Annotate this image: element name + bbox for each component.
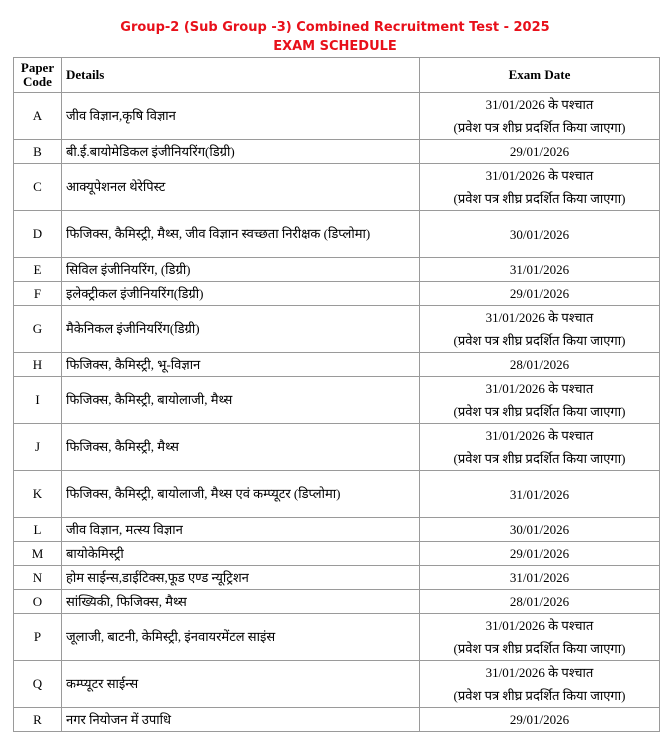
exam-date-cell	[420, 708, 660, 732]
document-title: Group-2 (Sub Group -3) Combined Recruitment Test - 2025	[120, 20, 550, 35]
admit-card-note: (प्रवेश पत्र शीघ्र प्रदर्शित किया जाएगा)	[453, 451, 626, 466]
details-cell: जीव विज्ञान, मत्स्य विज्ञान	[62, 518, 420, 542]
exam-date-text: 31/01/2026 के पश्चात	[485, 168, 594, 183]
exam-date-cell	[420, 164, 660, 211]
exam-date-text: 31/01/2026 के पश्चात	[485, 310, 594, 325]
exam-date-cell	[420, 140, 660, 164]
paper-code-cell: G	[14, 306, 62, 353]
column-header-details: Details	[62, 58, 420, 93]
table-row	[14, 377, 660, 424]
details-cell: सिविल इंजीनियरिंग, (डिग्री)	[62, 258, 420, 282]
table-row	[14, 353, 660, 377]
exam-date-text: 31/01/2026	[509, 262, 570, 277]
paper-code-cell: C	[14, 164, 62, 211]
exam-date-text: 30/01/2026	[509, 522, 570, 537]
exam-date-cell	[420, 306, 660, 353]
admit-card-note: (प्रवेश पत्र शीघ्र प्रदर्शित किया जाएगा)	[453, 120, 626, 135]
exam-date-text: 29/01/2026	[509, 144, 570, 159]
exam-date-cell	[420, 518, 660, 542]
column-header-code-line2: Code	[23, 74, 52, 89]
exam-date-text: 29/01/2026	[509, 546, 570, 561]
table-row	[14, 424, 660, 471]
document-subtitle: EXAM SCHEDULE	[273, 39, 397, 54]
table-row	[14, 542, 660, 566]
details-cell: आक्यूपेशनल थेरेपिस्ट	[62, 164, 420, 211]
exam-date-text: 31/01/2026 के पश्चात	[485, 97, 594, 112]
document-header	[0, 18, 670, 56]
exam-date-text: 31/01/2026 के पश्चात	[485, 428, 594, 443]
paper-code-cell: R	[14, 708, 62, 732]
table-row	[14, 471, 660, 518]
table-row	[14, 708, 660, 732]
details-cell: मैकेनिकल इंजीनियरिंग(डिग्री)	[62, 306, 420, 353]
table-row	[14, 590, 660, 614]
paper-code-cell: J	[14, 424, 62, 471]
exam-date-cell	[420, 258, 660, 282]
paper-code-cell: B	[14, 140, 62, 164]
exam-date-cell	[420, 614, 660, 661]
details-cell: कम्प्यूटर साईन्स	[62, 661, 420, 708]
paper-code-cell: P	[14, 614, 62, 661]
details-cell: जूलाजी, बाटनी, केमिस्ट्री, इंनवायरमेंटल साइंस	[62, 614, 420, 661]
details-cell: फिजिक्स, कैमिस्ट्री, भू-विज्ञान	[62, 353, 420, 377]
exam-date-cell	[420, 353, 660, 377]
exam-date-cell	[420, 566, 660, 590]
exam-date-text: 31/01/2026 के पश्चात	[485, 381, 594, 396]
paper-code-cell: O	[14, 590, 62, 614]
admit-card-note: (प्रवेश पत्र शीघ्र प्रदर्शित किया जाएगा)	[453, 333, 626, 348]
admit-card-note: (प्रवेश पत्र शीघ्र प्रदर्शित किया जाएगा)	[453, 404, 626, 419]
exam-date-cell	[420, 661, 660, 708]
table-row	[14, 661, 660, 708]
exam-date-text: 31/01/2026 के पश्चात	[485, 618, 594, 633]
exam-date-cell	[420, 282, 660, 306]
exam-date-text: 31/01/2026	[509, 570, 570, 585]
details-cell: सांख्यिकी, फिजिक्स, मैथ्स	[62, 590, 420, 614]
paper-code-cell: H	[14, 353, 62, 377]
paper-code-cell: K	[14, 471, 62, 518]
details-cell: जीव विज्ञान,कृषि विज्ञान	[62, 93, 420, 140]
exam-date-text: 31/01/2026 के पश्चात	[485, 665, 594, 680]
details-cell: बायोकेमिस्ट्री	[62, 542, 420, 566]
exam-date-cell	[420, 471, 660, 518]
table-row	[14, 140, 660, 164]
exam-date-text: 28/01/2026	[509, 357, 570, 372]
table-row	[14, 306, 660, 353]
paper-code-cell: I	[14, 377, 62, 424]
column-header-exam-date: Exam Date	[420, 58, 660, 93]
exam-date-cell	[420, 424, 660, 471]
column-header-paper-code	[14, 58, 62, 93]
table-row	[14, 614, 660, 661]
table-row	[14, 282, 660, 306]
paper-code-cell: D	[14, 211, 62, 258]
admit-card-note: (प्रवेश पत्र शीघ्र प्रदर्शित किया जाएगा)	[453, 191, 626, 206]
exam-date-cell	[420, 377, 660, 424]
paper-code-cell: F	[14, 282, 62, 306]
exam-date-text: 28/01/2026	[509, 594, 570, 609]
details-cell: फिजिक्स, कैमिस्ट्री, बायोलाजी, मैथ्स एवं कम्प्यूटर (डिप्लोमा)	[62, 471, 420, 518]
exam-date-text: 29/01/2026	[509, 712, 570, 727]
paper-code-cell: N	[14, 566, 62, 590]
details-cell: नगर नियोजन में उपाधि	[62, 708, 420, 732]
details-cell: फिजिक्स, कैमिस्ट्री, मैथ्स	[62, 424, 420, 471]
details-cell: बी.ई.बायोमेडिकल इंजीनियरिंग(डिग्री)	[62, 140, 420, 164]
paper-code-cell: Q	[14, 661, 62, 708]
exam-date-text: 31/01/2026	[509, 486, 570, 502]
admit-card-note: (प्रवेश पत्र शीघ्र प्रदर्शित किया जाएगा)	[453, 688, 626, 703]
exam-date-text: 30/01/2026	[509, 226, 570, 242]
exam-date-cell	[420, 590, 660, 614]
column-header-code-line1: Paper	[20, 60, 55, 75]
exam-date-text: 29/01/2026	[509, 286, 570, 301]
exam-schedule-table	[13, 57, 660, 732]
table-header-row	[14, 58, 660, 93]
details-cell: इलेक्ट्रीकल इंजीनियरिंग(डिग्री)	[62, 282, 420, 306]
paper-code-cell: E	[14, 258, 62, 282]
table-row	[14, 93, 660, 140]
paper-code-cell: L	[14, 518, 62, 542]
exam-date-cell	[420, 542, 660, 566]
table-row	[14, 566, 660, 590]
details-cell: होम साईन्स,डाईटिक्स,फूड एण्ड न्यूट्रिशन	[62, 566, 420, 590]
admit-card-note: (प्रवेश पत्र शीघ्र प्रदर्शित किया जाएगा)	[453, 641, 626, 656]
table-row	[14, 211, 660, 258]
table-row	[14, 518, 660, 542]
details-cell: फिजिक्स, कैमिस्ट्री, बायोलाजी, मैथ्स	[62, 377, 420, 424]
paper-code-cell: M	[14, 542, 62, 566]
table-row	[14, 258, 660, 282]
table-row	[14, 164, 660, 211]
exam-date-cell	[420, 211, 660, 258]
exam-date-cell	[420, 93, 660, 140]
paper-code-cell: A	[14, 93, 62, 140]
details-cell: फिजिक्स, कैमिस्ट्री, मैथ्स, जीव विज्ञान स्वच्छता निरीक्षक (डिप्लोमा)	[62, 211, 420, 258]
